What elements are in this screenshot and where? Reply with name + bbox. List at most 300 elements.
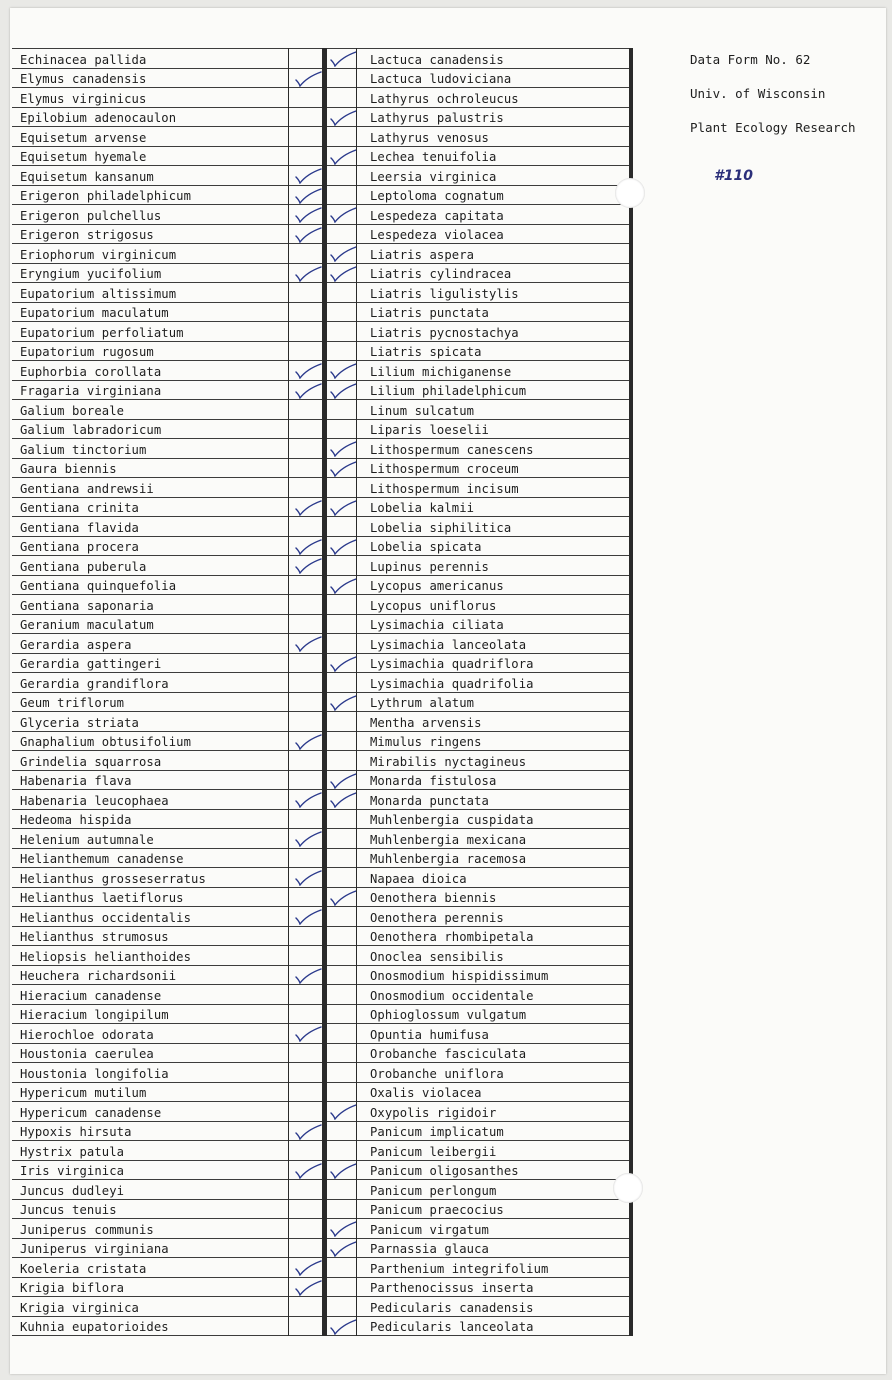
table-row bbox=[12, 673, 322, 693]
species-name: Monarda punctata bbox=[370, 793, 489, 808]
check-mark-icon[interactable] bbox=[328, 615, 358, 633]
check-mark-icon[interactable] bbox=[328, 712, 358, 730]
check-mark-icon[interactable] bbox=[293, 244, 323, 262]
species-name: Erigeron pulchellus bbox=[20, 208, 162, 223]
table-row bbox=[326, 615, 633, 635]
species-name: Liatris pycnostachya bbox=[370, 325, 519, 340]
species-name: Liatris spicata bbox=[370, 345, 482, 359]
check-mark-icon[interactable] bbox=[293, 1180, 323, 1198]
check-mark-icon[interactable] bbox=[328, 1141, 358, 1159]
check-mark-icon[interactable] bbox=[328, 927, 358, 945]
check-mark-icon[interactable] bbox=[328, 693, 358, 711]
species-name: Houstonia caerulea bbox=[20, 1047, 154, 1061]
table-row bbox=[326, 498, 633, 518]
species-name: Lupinus perennis bbox=[370, 559, 489, 574]
species-name: Glyceria striata bbox=[20, 715, 139, 730]
table-row bbox=[12, 498, 322, 518]
table-row bbox=[326, 49, 633, 69]
check-mark-icon[interactable] bbox=[328, 751, 358, 769]
check-mark-icon[interactable] bbox=[293, 1200, 323, 1218]
check-mark-icon[interactable] bbox=[328, 1024, 358, 1042]
table-row bbox=[12, 264, 322, 284]
check-mark-icon[interactable] bbox=[328, 829, 358, 847]
table-row bbox=[12, 829, 322, 849]
check-mark-icon[interactable] bbox=[293, 342, 323, 360]
table-row bbox=[326, 1024, 633, 1044]
table-row bbox=[326, 205, 633, 225]
table-row bbox=[12, 556, 322, 576]
check-mark-icon[interactable] bbox=[328, 634, 358, 652]
check-mark-icon[interactable] bbox=[328, 849, 358, 867]
table-row bbox=[12, 615, 322, 635]
check-mark-icon[interactable] bbox=[293, 985, 323, 1003]
check-mark-icon[interactable] bbox=[293, 1044, 323, 1062]
species-name: Gentiana andrewsii bbox=[20, 481, 154, 496]
table-row bbox=[326, 1239, 633, 1259]
species-name: Gnaphalium obtusifolium bbox=[20, 735, 192, 749]
species-name: Pedicularis lanceolata bbox=[370, 1320, 534, 1334]
species-name: Pedicularis canadensis bbox=[370, 1300, 534, 1315]
check-mark-icon[interactable] bbox=[293, 147, 323, 165]
species-name: Napaea dioica bbox=[370, 871, 467, 886]
species-name: Hypericum canadense bbox=[20, 1105, 162, 1120]
check-mark-icon[interactable] bbox=[293, 829, 323, 847]
check-mark-icon[interactable] bbox=[293, 127, 323, 145]
check-mark-icon[interactable] bbox=[328, 459, 358, 477]
check-mark-icon[interactable] bbox=[293, 654, 323, 672]
check-mark-icon[interactable] bbox=[328, 342, 358, 360]
table-row bbox=[326, 712, 633, 732]
table-row bbox=[326, 225, 633, 245]
table-row bbox=[12, 1161, 322, 1181]
table-row bbox=[12, 849, 322, 869]
species-name: Panicum implicatum bbox=[370, 1125, 504, 1139]
check-mark-icon[interactable] bbox=[293, 693, 323, 711]
check-mark-icon[interactable] bbox=[328, 1122, 358, 1140]
table-row bbox=[12, 576, 322, 596]
table-row bbox=[326, 1278, 633, 1298]
check-mark-icon[interactable] bbox=[328, 49, 358, 67]
check-mark-icon[interactable] bbox=[293, 1219, 323, 1237]
check-mark-icon[interactable] bbox=[328, 439, 358, 457]
species-name: Hystrix patula bbox=[20, 1144, 125, 1159]
check-mark-icon[interactable] bbox=[328, 322, 358, 340]
table-row bbox=[326, 478, 633, 498]
check-mark-icon[interactable] bbox=[293, 361, 323, 379]
check-mark-icon[interactable] bbox=[328, 1297, 358, 1315]
check-mark-icon[interactable] bbox=[293, 1063, 323, 1081]
species-name: Lespedeza violacea bbox=[370, 228, 504, 242]
check-mark-icon[interactable] bbox=[293, 810, 323, 828]
species-name: Echinacea pallida bbox=[20, 52, 147, 67]
check-mark-icon[interactable] bbox=[328, 966, 358, 984]
check-mark-icon[interactable] bbox=[293, 108, 323, 126]
check-mark-icon[interactable] bbox=[293, 69, 323, 87]
species-name: Liparis loeselii bbox=[370, 423, 489, 437]
table-row bbox=[12, 381, 322, 401]
table-row bbox=[12, 205, 322, 225]
check-mark-icon[interactable] bbox=[293, 1297, 323, 1315]
check-mark-icon[interactable] bbox=[293, 1141, 323, 1159]
table-row bbox=[326, 966, 633, 986]
check-mark-icon[interactable] bbox=[293, 1317, 323, 1335]
species-name: Lithospermum incisum bbox=[370, 481, 519, 496]
table-row bbox=[12, 1297, 322, 1317]
species-name: Epilobium adenocaulon bbox=[20, 111, 177, 125]
check-mark-icon[interactable] bbox=[328, 147, 358, 165]
species-name: Equisetum arvense bbox=[20, 130, 147, 145]
species-name: Gentiana flavida bbox=[20, 520, 139, 535]
check-mark-icon[interactable] bbox=[293, 1102, 323, 1120]
check-mark-icon[interactable] bbox=[328, 1258, 358, 1276]
table-row bbox=[12, 361, 322, 381]
species-name: Parthenium integrifolium bbox=[370, 1261, 549, 1276]
table-row bbox=[12, 810, 322, 830]
table-row bbox=[12, 771, 322, 791]
check-mark-icon[interactable] bbox=[328, 478, 358, 496]
table-row bbox=[12, 907, 322, 927]
check-mark-icon[interactable] bbox=[293, 517, 323, 535]
check-mark-icon[interactable] bbox=[328, 1278, 358, 1296]
check-mark-icon[interactable] bbox=[293, 439, 323, 457]
species-name: Juncus tenuis bbox=[20, 1203, 117, 1217]
check-mark-icon[interactable] bbox=[328, 654, 358, 672]
table-row bbox=[12, 1083, 322, 1103]
check-mark-icon[interactable] bbox=[328, 673, 358, 691]
species-name: Leersia virginica bbox=[370, 169, 497, 184]
species-name: Eupatorium rugosum bbox=[20, 345, 154, 359]
table-row bbox=[326, 420, 633, 440]
species-name: Krigia virginica bbox=[20, 1300, 139, 1315]
table-row bbox=[12, 790, 322, 810]
species-name: Oxalis violacea bbox=[370, 1086, 482, 1100]
check-mark-icon[interactable] bbox=[328, 498, 358, 516]
check-mark-icon[interactable] bbox=[293, 615, 323, 633]
table-row bbox=[326, 108, 633, 128]
species-name: Lactuca canadensis bbox=[370, 52, 504, 67]
check-mark-icon[interactable] bbox=[293, 322, 323, 340]
check-mark-icon[interactable] bbox=[293, 927, 323, 945]
species-name: Lobelia kalmii bbox=[370, 501, 475, 515]
table-row bbox=[326, 985, 633, 1005]
table-row bbox=[326, 1122, 633, 1142]
species-name: Juniperus communis bbox=[20, 1222, 154, 1237]
check-mark-icon[interactable] bbox=[293, 673, 323, 691]
check-mark-icon[interactable] bbox=[293, 1005, 323, 1023]
species-name: Hierochloe odorata bbox=[20, 1027, 154, 1042]
species-name: Mentha arvensis bbox=[370, 715, 482, 730]
table-row bbox=[326, 1102, 633, 1122]
center-thick-divider bbox=[322, 48, 327, 1336]
species-name: Lathyrus ochroleucus bbox=[370, 91, 519, 106]
species-name: Juniperus virginiana bbox=[20, 1242, 169, 1256]
check-mark-icon[interactable] bbox=[328, 985, 358, 1003]
check-mark-icon[interactable] bbox=[293, 283, 323, 301]
check-mark-icon[interactable] bbox=[328, 907, 358, 925]
check-mark-icon[interactable] bbox=[328, 381, 358, 399]
table-row bbox=[12, 244, 322, 264]
species-name: Muhlenbergia mexicana bbox=[370, 832, 527, 847]
check-mark-icon[interactable] bbox=[328, 537, 358, 555]
species-name: Eriophorum virginicum bbox=[20, 247, 177, 262]
table-row bbox=[12, 166, 322, 186]
check-mark-icon[interactable] bbox=[293, 946, 323, 964]
species-name: Helenium autumnale bbox=[20, 832, 154, 847]
species-name: Equisetum kansanum bbox=[20, 169, 154, 184]
table-row bbox=[12, 283, 322, 303]
check-mark-icon[interactable] bbox=[328, 1180, 358, 1198]
table-row bbox=[12, 1200, 322, 1220]
species-name: Liatris cylindracea bbox=[370, 267, 512, 281]
table-row bbox=[12, 1044, 322, 1064]
species-name: Orobanche uniflora bbox=[370, 1066, 504, 1081]
table-row bbox=[326, 1161, 633, 1181]
table-row bbox=[326, 927, 633, 947]
check-mark-icon[interactable] bbox=[328, 771, 358, 789]
species-name: Gentiana procera bbox=[20, 540, 139, 554]
check-mark-icon[interactable] bbox=[293, 381, 323, 399]
table-row bbox=[326, 888, 633, 908]
check-mark-icon[interactable] bbox=[293, 88, 323, 106]
species-name: Eupatorium perfoliatum bbox=[20, 325, 184, 340]
check-mark-icon[interactable] bbox=[328, 810, 358, 828]
check-mark-icon[interactable] bbox=[328, 264, 358, 282]
check-mark-icon[interactable] bbox=[328, 283, 358, 301]
check-mark-icon[interactable] bbox=[293, 576, 323, 594]
check-mark-icon[interactable] bbox=[328, 517, 358, 535]
check-mark-icon[interactable] bbox=[328, 1161, 358, 1179]
table-row bbox=[326, 1297, 633, 1317]
check-mark-icon[interactable] bbox=[328, 1317, 358, 1335]
check-mark-icon[interactable] bbox=[293, 595, 323, 613]
species-name: Hypoxis hirsuta bbox=[20, 1125, 132, 1139]
species-name: Lysimachia quadrifolia bbox=[370, 676, 534, 691]
check-mark-icon[interactable] bbox=[328, 888, 358, 906]
check-mark-icon[interactable] bbox=[293, 498, 323, 516]
check-mark-icon[interactable] bbox=[328, 127, 358, 145]
check-mark-icon[interactable] bbox=[293, 1258, 323, 1276]
check-mark-icon[interactable] bbox=[293, 1024, 323, 1042]
check-mark-icon[interactable] bbox=[293, 771, 323, 789]
check-mark-icon[interactable] bbox=[293, 205, 323, 223]
species-name: Onosmodium occidentale bbox=[370, 988, 534, 1003]
table-row bbox=[12, 751, 322, 771]
species-name: Parthenocissus inserta bbox=[370, 1281, 534, 1295]
table-row bbox=[326, 517, 633, 537]
check-mark-icon[interactable] bbox=[293, 751, 323, 769]
species-name: Onoclea sensibilis bbox=[370, 949, 504, 964]
check-mark-icon[interactable] bbox=[328, 244, 358, 262]
species-name: Elymus virginicus bbox=[20, 91, 147, 106]
species-name: Heuchera richardsonii bbox=[20, 969, 177, 983]
table-row bbox=[326, 1083, 633, 1103]
table-row bbox=[12, 439, 322, 459]
check-mark-icon[interactable] bbox=[293, 1161, 323, 1179]
check-mark-icon[interactable] bbox=[328, 166, 358, 184]
check-mark-icon[interactable] bbox=[328, 88, 358, 106]
check-mark-icon[interactable] bbox=[328, 420, 358, 438]
check-mark-icon[interactable] bbox=[293, 225, 323, 243]
check-mark-icon[interactable] bbox=[328, 108, 358, 126]
species-name: Lysimachia ciliata bbox=[370, 618, 504, 632]
table-row bbox=[12, 1239, 322, 1259]
species-name: Eupatorium altissimum bbox=[20, 286, 177, 301]
check-mark-icon[interactable] bbox=[293, 400, 323, 418]
species-name: Leptoloma cognatum bbox=[370, 189, 504, 203]
check-mark-icon[interactable] bbox=[328, 946, 358, 964]
check-mark-icon[interactable] bbox=[293, 907, 323, 925]
check-mark-icon[interactable] bbox=[293, 849, 323, 867]
check-mark-icon[interactable] bbox=[328, 1219, 358, 1237]
check-mark-icon[interactable] bbox=[293, 1278, 323, 1296]
check-mark-icon[interactable] bbox=[293, 478, 323, 496]
species-name: Oenothera perennis bbox=[370, 910, 504, 925]
table-row bbox=[12, 654, 322, 674]
species-name: Houstonia longifolia bbox=[20, 1066, 169, 1081]
table-row bbox=[12, 1063, 322, 1083]
table-row bbox=[326, 1317, 633, 1337]
check-mark-icon[interactable] bbox=[293, 732, 323, 750]
table-row bbox=[326, 88, 633, 108]
check-mark-icon[interactable] bbox=[293, 966, 323, 984]
check-mark-icon[interactable] bbox=[293, 1239, 323, 1257]
check-mark-icon[interactable] bbox=[293, 420, 323, 438]
species-name: Grindelia squarrosa bbox=[20, 754, 162, 769]
table-row bbox=[326, 439, 633, 459]
species-name: Parnassia glauca bbox=[370, 1242, 489, 1256]
table-row bbox=[326, 1063, 633, 1083]
data-form-sheet bbox=[10, 8, 886, 1374]
check-mark-icon[interactable] bbox=[328, 225, 358, 243]
species-name: Lilium philadelphicum bbox=[370, 384, 527, 398]
table-row bbox=[12, 985, 322, 1005]
species-name: Panicum oligosanthes bbox=[370, 1164, 519, 1178]
table-row bbox=[12, 693, 322, 713]
check-mark-icon[interactable] bbox=[328, 400, 358, 418]
check-mark-icon[interactable] bbox=[293, 1122, 323, 1140]
check-mark-icon[interactable] bbox=[328, 1063, 358, 1081]
species-name: Gerardia aspera bbox=[20, 637, 132, 652]
check-mark-icon[interactable] bbox=[293, 712, 323, 730]
table-row bbox=[326, 576, 633, 596]
check-mark-icon[interactable] bbox=[328, 1083, 358, 1101]
check-mark-icon[interactable] bbox=[328, 732, 358, 750]
check-mark-icon[interactable] bbox=[293, 303, 323, 321]
table-row bbox=[326, 732, 633, 752]
check-mark-icon[interactable] bbox=[293, 537, 323, 555]
check-mark-icon[interactable] bbox=[328, 576, 358, 594]
check-mark-icon[interactable] bbox=[293, 49, 323, 67]
species-name: Mimulus ringens bbox=[370, 735, 482, 749]
species-name: Muhlenbergia cuspidata bbox=[370, 813, 534, 827]
check-mark-icon[interactable] bbox=[293, 868, 323, 886]
table-row bbox=[12, 225, 322, 245]
table-row bbox=[12, 478, 322, 498]
species-name: Lactuca ludoviciana bbox=[370, 72, 512, 86]
species-name: Lathyrus palustris bbox=[370, 111, 504, 125]
table-row bbox=[12, 1102, 322, 1122]
check-mark-icon[interactable] bbox=[328, 1005, 358, 1023]
check-mark-icon[interactable] bbox=[293, 790, 323, 808]
species-name: Gentiana puberula bbox=[20, 559, 147, 574]
species-name: Heliopsis helianthoides bbox=[20, 949, 192, 964]
check-mark-icon[interactable] bbox=[328, 1200, 358, 1218]
check-mark-icon[interactable] bbox=[328, 361, 358, 379]
species-name: Juncus dudleyi bbox=[20, 1183, 125, 1198]
check-mark-icon[interactable] bbox=[328, 556, 358, 574]
check-mark-icon[interactable] bbox=[328, 186, 358, 204]
check-mark-icon[interactable] bbox=[293, 459, 323, 477]
species-name: Galium boreale bbox=[20, 403, 125, 418]
check-mark-icon[interactable] bbox=[293, 264, 323, 282]
check-mark-icon[interactable] bbox=[328, 595, 358, 613]
table-row bbox=[326, 673, 633, 693]
table-row bbox=[12, 1317, 322, 1337]
species-name: Habenaria leucophaea bbox=[20, 793, 169, 808]
table-row bbox=[326, 829, 633, 849]
check-mark-icon[interactable] bbox=[293, 888, 323, 906]
species-name: Mirabilis nyctagineus bbox=[370, 754, 527, 769]
table-row bbox=[326, 751, 633, 771]
check-mark-icon[interactable] bbox=[293, 634, 323, 652]
department: Plant Ecology Research bbox=[690, 120, 856, 135]
species-name: Lathyrus venosus bbox=[370, 130, 489, 145]
species-name: Galium tinctorium bbox=[20, 442, 147, 457]
table-row bbox=[12, 868, 322, 888]
species-name: Opuntia humifusa bbox=[370, 1027, 489, 1042]
species-name: Gentiana quinquefolia bbox=[20, 579, 177, 593]
species-name: Equisetum hyemale bbox=[20, 150, 147, 164]
check-mark-icon[interactable] bbox=[293, 556, 323, 574]
check-mark-icon[interactable] bbox=[328, 868, 358, 886]
table-row bbox=[326, 810, 633, 830]
table-row bbox=[326, 127, 633, 147]
check-mark-icon[interactable] bbox=[328, 1044, 358, 1062]
species-name: Onosmodium hispidissimum bbox=[370, 969, 549, 983]
species-name: Lobelia siphilitica bbox=[370, 520, 512, 535]
check-mark-icon[interactable] bbox=[328, 303, 358, 321]
check-mark-icon[interactable] bbox=[328, 69, 358, 87]
species-name: Lechea tenuifolia bbox=[370, 150, 497, 164]
check-mark-icon[interactable] bbox=[293, 1083, 323, 1101]
check-mark-icon[interactable] bbox=[328, 1102, 358, 1120]
check-mark-icon[interactable] bbox=[293, 186, 323, 204]
check-mark-icon[interactable] bbox=[293, 166, 323, 184]
table-row bbox=[326, 556, 633, 576]
table-row bbox=[12, 1180, 322, 1200]
table-row bbox=[326, 361, 633, 381]
species-name: Panicum virgatum bbox=[370, 1222, 489, 1237]
check-mark-icon[interactable] bbox=[328, 1239, 358, 1257]
check-mark-icon[interactable] bbox=[328, 205, 358, 223]
species-name: Lithospermum canescens bbox=[370, 442, 534, 457]
table-row bbox=[12, 1005, 322, 1025]
table-row bbox=[326, 1258, 633, 1278]
table-row bbox=[326, 849, 633, 869]
table-row bbox=[12, 108, 322, 128]
check-mark-icon[interactable] bbox=[328, 790, 358, 808]
table-row bbox=[12, 1141, 322, 1161]
table-row bbox=[326, 147, 633, 167]
species-name: Panicum leibergii bbox=[370, 1144, 497, 1159]
species-name: Lycopus americanus bbox=[370, 579, 504, 593]
species-name: Lysimachia quadriflora bbox=[370, 657, 534, 671]
species-name: Geum triflorum bbox=[20, 696, 125, 710]
species-name: Panicum perlongum bbox=[370, 1183, 497, 1198]
table-row bbox=[12, 186, 322, 206]
species-name: Eupatorium maculatum bbox=[20, 306, 169, 320]
species-name: Ophioglossum vulgatum bbox=[370, 1008, 527, 1022]
